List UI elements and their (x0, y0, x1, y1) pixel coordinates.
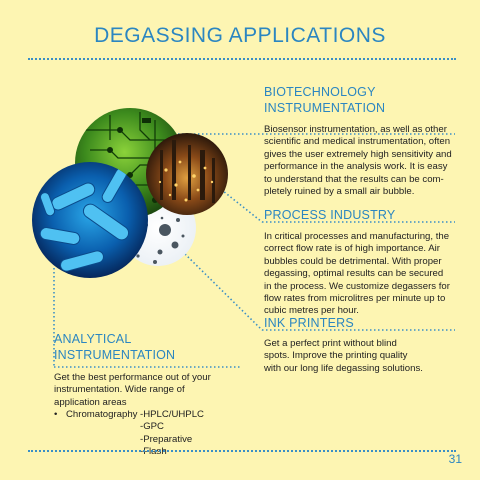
analytical-line: application areas (54, 396, 127, 408)
process-heading: PROCESS INDUSTRY (264, 208, 396, 222)
list-item: -Flash (140, 446, 167, 458)
analytical-line: instrumentation. Wide range of (54, 384, 185, 396)
list-bullet: • (54, 409, 58, 420)
biotech-text (264, 124, 452, 198)
list-item: -GPC (140, 421, 164, 433)
biotech-line: gives the user extremely high sensitivity and (264, 148, 452, 160)
list-label: Chromatography (66, 409, 138, 420)
list-item: -HPLC/UHPLC (140, 409, 204, 420)
ink-line: Get a perfect print without blind (264, 338, 397, 349)
process-line: In critical processes and manufacturing, the (264, 231, 450, 242)
process-line: degassing, optimal results can be secured (264, 268, 444, 280)
biotech-line: Biosensor instrumentation, as well as other (264, 124, 447, 135)
refinery-image (146, 133, 228, 215)
biotech-line: to understand that the results can be com- (264, 173, 444, 185)
biotech-line: performance in the analysis work. It is easy (264, 161, 448, 173)
process-line: in the process. We customize degassers for (264, 280, 450, 292)
ink-line: with our long life degassing solutions. (264, 362, 423, 374)
ink-line: spots. Improve the printing quality (264, 350, 408, 362)
ink-text (264, 338, 423, 375)
biotech-heading-line1: BIOTECHNOLOGY (264, 85, 376, 99)
biotech-heading-line2: INSTRUMENTATION (264, 101, 386, 115)
process-line: cubic metres per hour. (264, 305, 359, 317)
footer-divider (28, 450, 456, 452)
list-item: -Preparative (140, 433, 193, 445)
process-line: flow rates from microlitres per minute up to (264, 293, 446, 305)
bacteria-image (32, 162, 148, 278)
analytical-line: Get the best performance out of your (54, 372, 211, 383)
biotech-heading (264, 84, 385, 116)
process-line: bubbles could be detrimental. With proper (264, 255, 442, 267)
process-text (264, 231, 450, 318)
process-line: correct flow rate is of high importance. Air (264, 243, 440, 255)
biotech-line: pletely ruined by a small air bubble. (264, 186, 415, 198)
page-number: 31 (448, 452, 462, 466)
chromatography-list (54, 409, 254, 461)
ink-heading: INK PRINTERS (264, 316, 354, 330)
analytical-text (54, 372, 211, 409)
analytical-heading-line2: INSTRUMENTATION (54, 348, 176, 362)
page-title: DEGASSING APPLICATIONS (94, 24, 386, 47)
analytical-heading (54, 331, 175, 363)
biotech-line: scientific and medical instrumentation, often (264, 136, 451, 148)
analytical-heading-line1: ANALYTICAL (54, 332, 132, 346)
